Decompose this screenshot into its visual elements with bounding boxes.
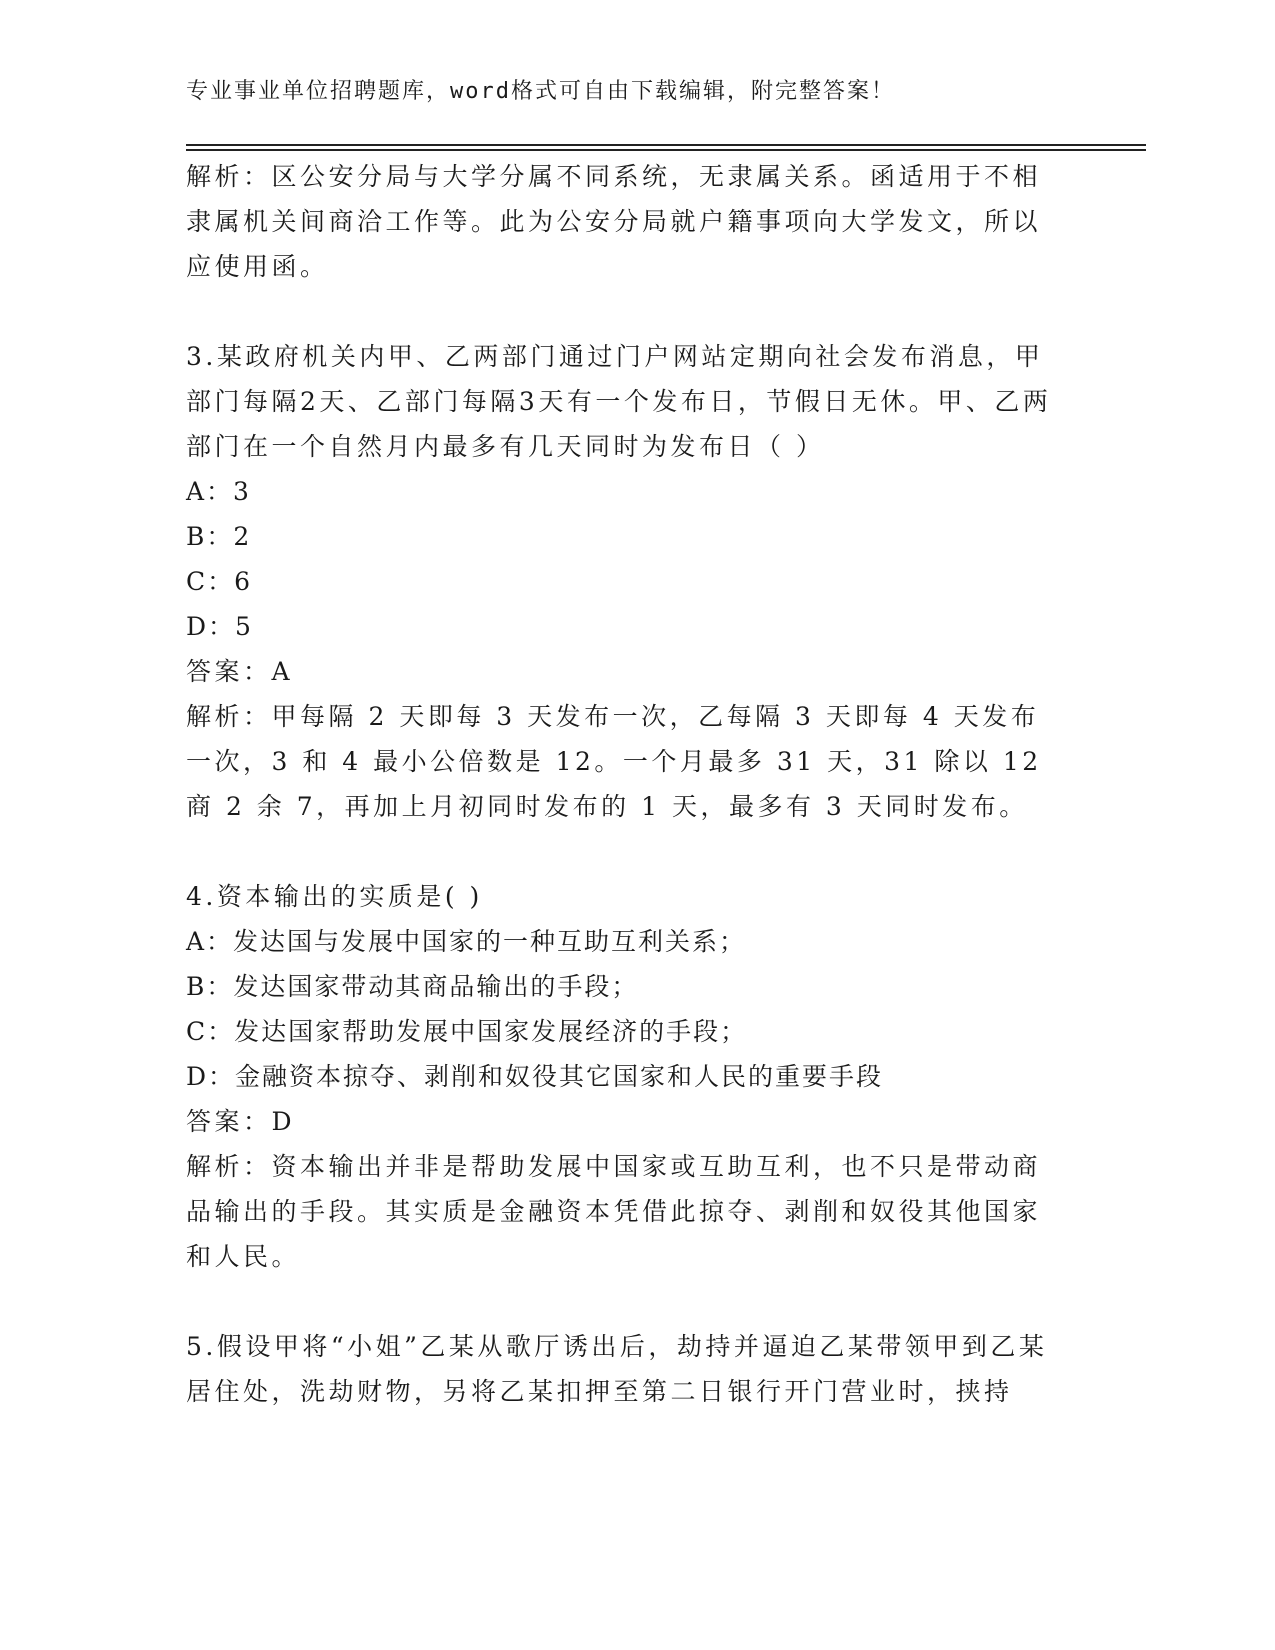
analysis-paragraph <box>186 154 1066 289</box>
header-rule-bottom <box>186 149 1146 151</box>
question-4-option-a: A：发达国与发展中国家的一种互助互利关系； <box>186 927 747 956</box>
analysis-text: 甲每隔 2 天即每 3 天发布一次，乙每隔 3 天即每 4 天发布一次，3 和 4 最小公倍数是 12。一个月最多 31 天，31 除以 12 商 2 余 7，再加上月初同时发布的 1 天，最多有 3 天同时发布。 <box>186 702 1042 821</box>
question-4-option-d: D：金融资本掠夺、剥削和奴役其它国家和人民的重要手段 <box>186 1062 884 1091</box>
question-3-option-c: C：6 <box>186 567 253 596</box>
question-3-stem: 3.某政府机关内甲、乙两部门通过门户网站定期向社会发布消息，甲部门每隔2天、乙部门每隔3天有一个发布日，节假日无休。甲、乙两部门在一个自然月内最多有几天同时为发布日（ ） <box>186 342 1052 461</box>
analysis-label: 解析： <box>186 1152 272 1181</box>
question-5-stem: 5.假设甲将“小姐”乙某从歌厅诱出后，劫持并逼迫乙某带领甲到乙某居住处，洗劫财物，另将乙某扣押至第二日银行开门营业时，挟持 <box>186 1332 1048 1406</box>
header-rule-top <box>186 144 1146 146</box>
question-3-option-a: A：3 <box>186 477 251 506</box>
answer-label: 答案： <box>186 657 272 686</box>
question-3-option-b: B：2 <box>186 522 252 551</box>
analysis-text: 资本输出并非是帮助发展中国家或互助互利，也不只是带动商品输出的手段。其实质是金融资本凭借此掠夺、剥削和奴役其他国家和人民。 <box>186 1152 1042 1271</box>
question-3-analysis <box>186 694 1066 829</box>
question-3-option-d: D：5 <box>186 612 253 641</box>
content <box>186 154 1066 1414</box>
question-4-stem: 4.资本输出的实质是( ) <box>186 882 483 911</box>
answer-label: 答案： <box>186 1107 272 1136</box>
question-4-option-c: C：发达国家帮助发展中国家发展经济的手段； <box>186 1017 748 1046</box>
answer-value: D <box>271 1107 296 1136</box>
question-4-answer <box>186 1099 1066 1144</box>
header-text: 专业事业单位招聘题库，word格式可自由下载编辑，附完整答案！ <box>186 79 895 104</box>
analysis-label: 解析： <box>186 702 272 731</box>
analysis-label: 解析： <box>186 162 272 191</box>
analysis-text: 区公安分局与大学分属不同系统，无隶属关系。函适用于不相隶属机关间商洽工作等。此为公安分局就户籍事项向大学发文，所以应使用函。 <box>186 162 1042 281</box>
answer-value: A <box>271 657 294 686</box>
question-4-analysis <box>186 1144 1066 1279</box>
question-3-answer <box>186 649 1066 694</box>
question-4-option-b: B：发达国家带动其商品输出的手段； <box>186 972 639 1001</box>
